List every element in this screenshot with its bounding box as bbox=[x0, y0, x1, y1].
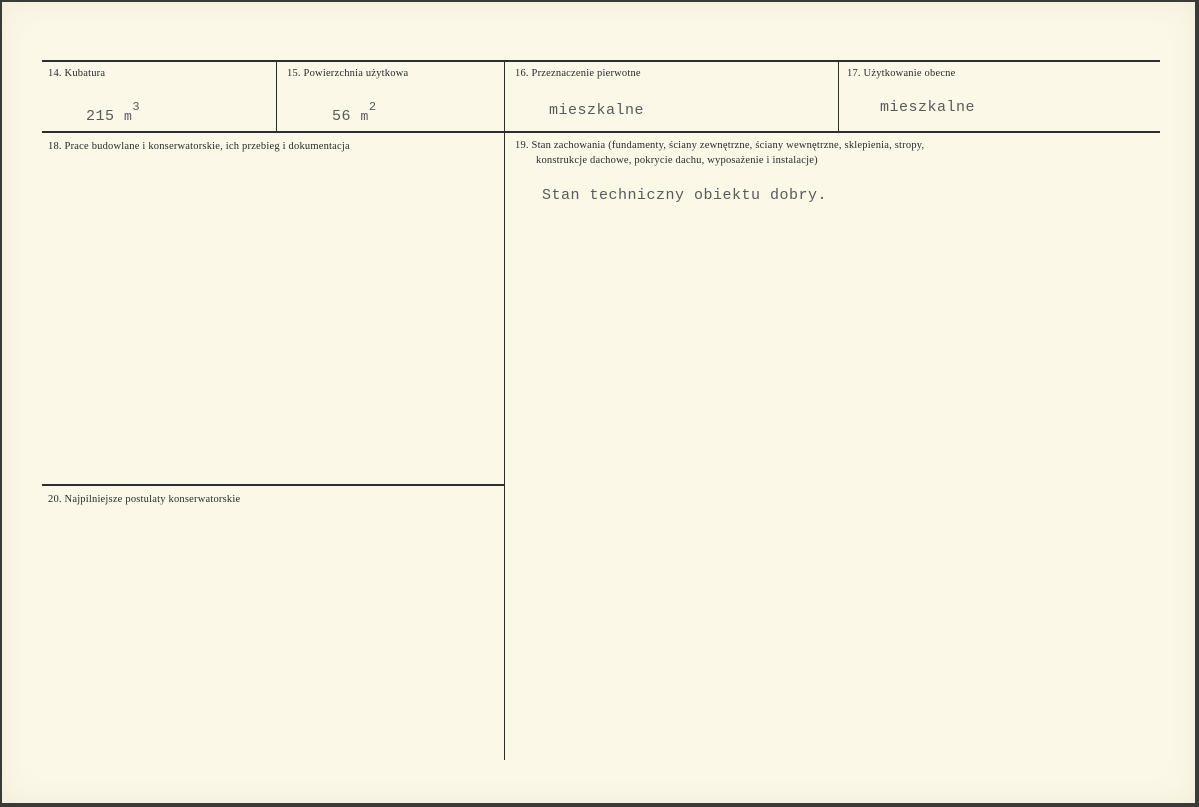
field-15-unit: m bbox=[360, 109, 369, 124]
divider-15-16 bbox=[504, 62, 505, 132]
field-18-label: 18. Prace budowlane i konserwatorskie, ich przebieg i dokumentacja bbox=[48, 141, 350, 152]
field-19-label-line2: konstrukcje dachowe, pokrycie dachu, wyposażenie i instalacje) bbox=[536, 155, 818, 166]
field-15-label: 15. Powierzchnia użytkowa bbox=[287, 68, 409, 79]
field-14-unit: m bbox=[124, 109, 133, 124]
field-20-label: 20. Najpilniejsze postulaty konserwatorskie bbox=[48, 494, 241, 505]
field-17-value: mieszkalne bbox=[880, 99, 976, 116]
record-card bbox=[2, 2, 1195, 803]
field-14-unit-exp: 3 bbox=[132, 100, 141, 114]
divider-14-15 bbox=[276, 62, 277, 132]
field-19-label-line1: 19. Stan zachowania (fundamenty, ściany zewnętrzne, ściany wewnętrzne, sklepienia, stropy, bbox=[515, 140, 925, 151]
divider-16-17 bbox=[838, 62, 839, 132]
field-14-number: 215 bbox=[86, 108, 115, 125]
field-14-label: 14. Kubatura bbox=[48, 68, 106, 79]
field-17-label: 17. Użytkowanie obecne bbox=[847, 68, 956, 79]
field-16-value: mieszkalne bbox=[549, 102, 645, 119]
field-16-label: 16. Przeznaczenie pierwotne bbox=[515, 68, 641, 79]
divider-main-vertical bbox=[504, 132, 505, 760]
row1-bottom-rule bbox=[42, 131, 1160, 133]
field-14-value bbox=[86, 100, 141, 125]
field-15-unit-exp: 2 bbox=[368, 100, 377, 114]
field-19-value: Stan techniczny obiektu dobry. bbox=[542, 187, 828, 204]
field-15-value bbox=[332, 100, 377, 125]
field-15-number: 56 bbox=[332, 108, 352, 125]
field-19-label bbox=[515, 138, 1055, 168]
row-18-20-rule bbox=[42, 484, 504, 486]
top-rule bbox=[42, 60, 1160, 62]
